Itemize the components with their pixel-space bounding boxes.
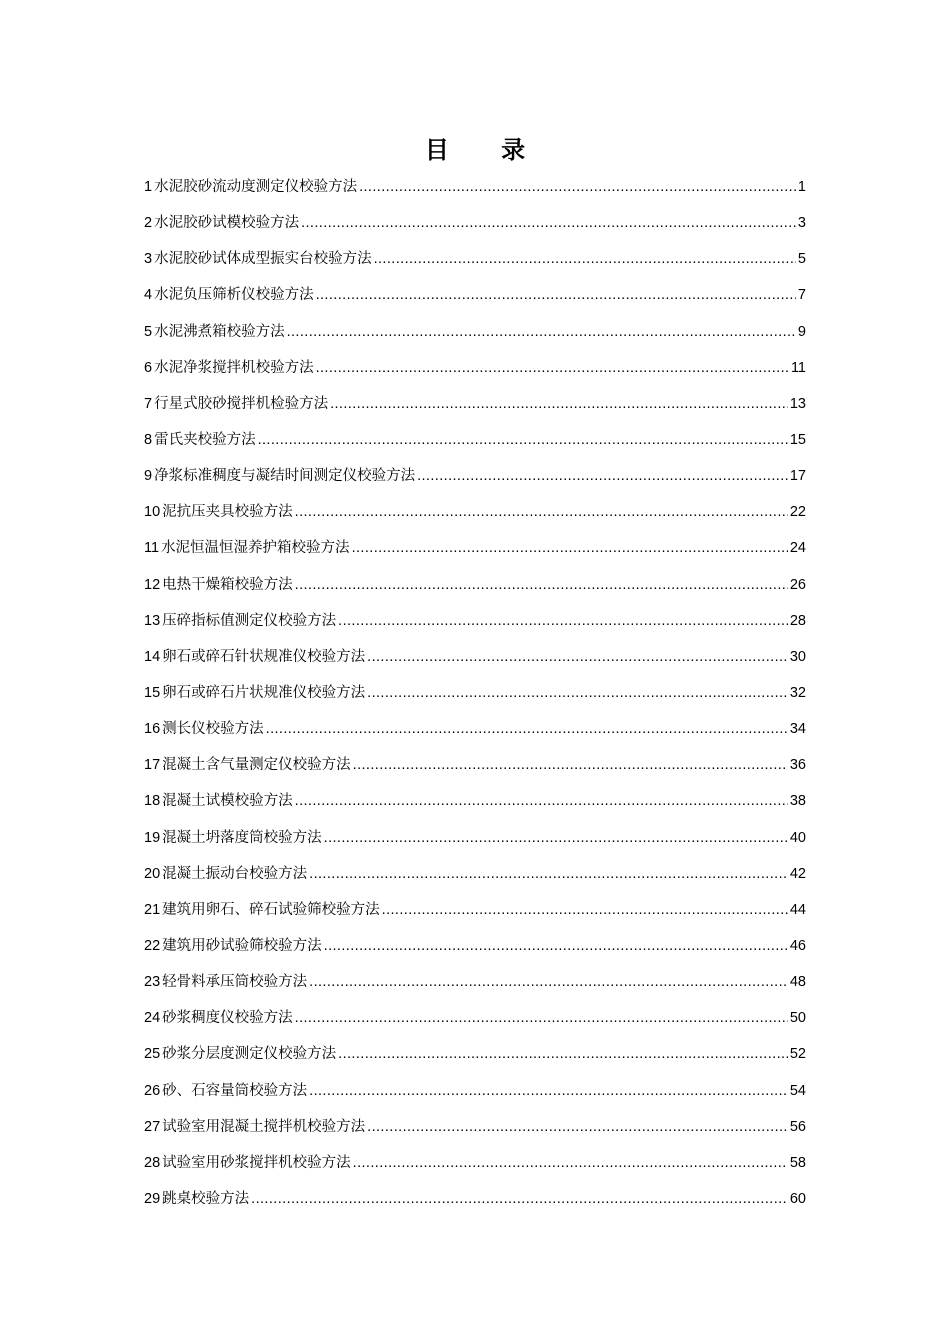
toc-dot-leader bbox=[353, 752, 788, 778]
toc-entry-title: 砂浆分层度测定仪校验方法 bbox=[162, 1046, 337, 1063]
toc-dot-leader bbox=[352, 535, 788, 561]
toc-entry-page-number: 30 bbox=[789, 648, 806, 665]
toc-entry-page-number: 52 bbox=[789, 1046, 806, 1063]
toc-entry-title: 水泥沸煮箱校验方法 bbox=[154, 323, 285, 340]
toc-entry-number: 18 bbox=[144, 793, 161, 810]
toc-entry-page-number: 5 bbox=[797, 251, 806, 268]
toc-dot-leader bbox=[367, 1114, 788, 1140]
toc-entry[interactable] bbox=[144, 969, 806, 1005]
toc-entry[interactable] bbox=[144, 174, 806, 210]
toc-entry[interactable] bbox=[144, 355, 806, 391]
toc-entry-number: 10 bbox=[144, 504, 161, 521]
toc-entry-number: 22 bbox=[144, 937, 161, 954]
toc-entry-number: 17 bbox=[144, 757, 161, 774]
toc-entry-title: 水泥胶砂试模校验方法 bbox=[154, 215, 300, 232]
toc-entry-number: 8 bbox=[144, 431, 153, 448]
toc-entry-title: 测长仪校验方法 bbox=[162, 721, 264, 738]
toc-dot-leader bbox=[251, 1186, 788, 1212]
toc-dot-leader bbox=[309, 861, 788, 887]
toc-entry-page-number: 44 bbox=[789, 901, 806, 918]
toc-dot-leader bbox=[309, 1078, 788, 1104]
toc-entry-number: 11 bbox=[144, 540, 160, 557]
toc-entry-page-number: 38 bbox=[789, 793, 806, 810]
toc-dot-leader bbox=[295, 1005, 788, 1031]
toc-entry-number: 15 bbox=[144, 684, 161, 701]
toc-entry[interactable] bbox=[144, 1041, 806, 1077]
toc-entry-page-number: 34 bbox=[789, 721, 806, 738]
toc-entry-title: 水泥恒温恒湿养护箱校验方法 bbox=[161, 540, 350, 557]
toc-dot-leader bbox=[301, 210, 796, 236]
toc-entry-title: 压碎指标值测定仪校验方法 bbox=[162, 612, 337, 629]
toc-entry-page-number: 48 bbox=[789, 974, 806, 991]
toc-entry[interactable] bbox=[144, 1114, 806, 1150]
toc-entry-number: 6 bbox=[144, 359, 153, 376]
toc-entry-number: 2 bbox=[144, 215, 153, 232]
toc-entry-title: 泥抗压夹具校验方法 bbox=[162, 504, 293, 521]
toc-entry[interactable] bbox=[144, 282, 806, 318]
toc-entry-title: 卵石或碎石片状规准仪校验方法 bbox=[162, 684, 366, 701]
toc-entry[interactable] bbox=[144, 1186, 806, 1222]
toc-entry[interactable] bbox=[144, 644, 806, 680]
toc-entry-page-number: 13 bbox=[789, 395, 806, 412]
toc-entry-title: 水泥负压筛析仪校验方法 bbox=[154, 287, 314, 304]
toc-entry-page-number: 40 bbox=[789, 829, 806, 846]
toc-dot-leader bbox=[309, 969, 788, 995]
toc-entry-page-number: 22 bbox=[789, 504, 806, 521]
toc-entry-title: 混凝土试模校验方法 bbox=[162, 793, 293, 810]
toc-entry-page-number: 17 bbox=[789, 468, 806, 485]
toc-entry-number: 24 bbox=[144, 1010, 161, 1027]
toc-entry[interactable] bbox=[144, 788, 806, 824]
toc-entry-page-number: 15 bbox=[789, 431, 806, 448]
toc-entry[interactable] bbox=[144, 1078, 806, 1114]
toc-entry-title: 行星式胶砂搅拌机检验方法 bbox=[154, 395, 329, 412]
toc-entry[interactable] bbox=[144, 933, 806, 969]
toc-entry-title: 雷氏夹校验方法 bbox=[154, 431, 256, 448]
toc-dot-leader bbox=[330, 391, 788, 417]
toc-entry[interactable] bbox=[144, 1150, 806, 1186]
toc-dot-leader bbox=[295, 788, 788, 814]
toc-entry-page-number: 9 bbox=[797, 323, 806, 340]
toc-list bbox=[144, 174, 806, 1222]
toc-entry-page-number: 24 bbox=[789, 540, 806, 557]
toc-entry-title: 试验室用混凝土搅拌机校验方法 bbox=[162, 1118, 366, 1135]
toc-entry[interactable] bbox=[144, 391, 806, 427]
toc-entry[interactable] bbox=[144, 572, 806, 608]
toc-entry-number: 4 bbox=[144, 287, 153, 304]
toc-entry[interactable] bbox=[144, 897, 806, 933]
toc-entry-number: 7 bbox=[144, 395, 153, 412]
toc-entry-page-number: 54 bbox=[789, 1082, 806, 1099]
toc-entry-number: 19 bbox=[144, 829, 161, 846]
toc-entry[interactable] bbox=[144, 319, 806, 355]
toc-entry[interactable] bbox=[144, 535, 806, 571]
toc-dot-leader bbox=[367, 680, 788, 706]
toc-dot-leader bbox=[316, 355, 789, 381]
toc-entry[interactable] bbox=[144, 680, 806, 716]
toc-entry[interactable] bbox=[144, 825, 806, 861]
toc-entry-page-number: 28 bbox=[789, 612, 806, 629]
toc-entry[interactable] bbox=[144, 463, 806, 499]
toc-entry-page-number: 46 bbox=[789, 937, 806, 954]
toc-entry-number: 1 bbox=[144, 179, 153, 195]
toc-entry-number: 12 bbox=[144, 576, 161, 593]
toc-dot-leader bbox=[367, 644, 788, 670]
toc-entry-number: 29 bbox=[144, 1190, 161, 1207]
toc-entry-number: 9 bbox=[144, 468, 153, 485]
toc-entry[interactable] bbox=[144, 246, 806, 282]
toc-entry-page-number: 26 bbox=[789, 576, 806, 593]
toc-entry-number: 28 bbox=[144, 1154, 161, 1171]
toc-entry[interactable] bbox=[144, 608, 806, 644]
toc-entry[interactable] bbox=[144, 499, 806, 535]
toc-entry-title: 试验室用砂浆搅拌机校验方法 bbox=[162, 1154, 351, 1171]
toc-dot-leader bbox=[295, 572, 788, 598]
toc-dot-leader bbox=[359, 174, 796, 200]
toc-entry-page-number: 36 bbox=[789, 757, 806, 774]
toc-entry-title: 混凝土含气量测定仪校验方法 bbox=[162, 757, 351, 774]
toc-entry-title: 建筑用卵石、碎石试验筛校验方法 bbox=[162, 901, 380, 918]
toc-entry-title: 水泥胶砂试体成型振实台校验方法 bbox=[154, 251, 372, 268]
toc-dot-leader bbox=[374, 246, 796, 272]
toc-entry-title: 轻骨料承压筒校验方法 bbox=[162, 974, 308, 991]
toc-dot-leader bbox=[417, 463, 788, 489]
toc-dot-leader bbox=[338, 1041, 788, 1067]
toc-entry-page-number: 50 bbox=[789, 1010, 806, 1027]
toc-entry-page-number: 42 bbox=[789, 865, 806, 882]
toc-entry-title: 电热干燥箱校验方法 bbox=[162, 576, 293, 593]
toc-entry[interactable] bbox=[144, 752, 806, 788]
toc-dot-leader bbox=[266, 716, 788, 742]
toc-entry-number: 20 bbox=[144, 865, 161, 882]
toc-entry-page-number: 11 bbox=[790, 359, 806, 376]
toc-entry[interactable] bbox=[144, 427, 806, 463]
toc-entry-title: 水泥胶砂流动度测定仪校验方法 bbox=[154, 179, 358, 195]
toc-entry-title: 卵石或碎石针状规准仪校验方法 bbox=[162, 648, 366, 665]
toc-entry-number: 14 bbox=[144, 648, 161, 665]
toc-entry[interactable] bbox=[144, 716, 806, 752]
toc-entry-number: 3 bbox=[144, 251, 153, 268]
toc-entry-number: 16 bbox=[144, 721, 161, 738]
toc-dot-leader bbox=[295, 499, 788, 525]
toc-entry-number: 25 bbox=[144, 1046, 161, 1063]
toc-entry-page-number: 7 bbox=[797, 287, 806, 304]
toc-entry-page-number: 3 bbox=[797, 215, 806, 232]
toc-entry-number: 5 bbox=[144, 323, 153, 340]
toc-entry-number: 27 bbox=[144, 1118, 161, 1135]
toc-entry-title: 混凝土坍落度筒校验方法 bbox=[162, 829, 322, 846]
toc-entry-title: 混凝土振动台校验方法 bbox=[162, 865, 308, 882]
toc-entry-page-number: 60 bbox=[789, 1190, 806, 1207]
toc-entry-page-number: 32 bbox=[789, 684, 806, 701]
toc-entry-number: 26 bbox=[144, 1082, 161, 1099]
toc-dot-leader bbox=[258, 427, 788, 453]
toc-entry-title: 砂、石容量筒校验方法 bbox=[162, 1082, 308, 1099]
toc-entry-page-number: 58 bbox=[789, 1154, 806, 1171]
toc-dot-leader bbox=[316, 282, 796, 308]
toc-entry-number: 13 bbox=[144, 612, 161, 629]
toc-entry-number: 21 bbox=[144, 901, 161, 918]
toc-entry-title: 净浆标准稠度与凝结时间测定仪校验方法 bbox=[154, 468, 416, 485]
toc-entry-title: 水泥净浆搅拌机校验方法 bbox=[154, 359, 314, 376]
toc-entry[interactable] bbox=[144, 210, 806, 246]
toc-entry-title: 砂浆稠度仪校验方法 bbox=[162, 1010, 293, 1027]
toc-dot-leader bbox=[353, 1150, 788, 1176]
toc-title: 目 录 bbox=[424, 135, 548, 164]
toc-entry[interactable] bbox=[144, 1005, 806, 1041]
toc-dot-leader bbox=[338, 608, 788, 634]
toc-dot-leader bbox=[382, 897, 788, 923]
toc-entry-title: 建筑用砂试验筛校验方法 bbox=[162, 937, 322, 954]
toc-entry-number: 23 bbox=[144, 974, 161, 991]
toc-entry-page-number: 1 bbox=[797, 179, 806, 195]
toc-dot-leader bbox=[287, 319, 796, 345]
toc-dot-leader bbox=[324, 825, 788, 851]
toc-entry-page-number: 56 bbox=[789, 1118, 806, 1135]
toc-dot-leader bbox=[324, 933, 788, 959]
toc-entry[interactable] bbox=[144, 861, 806, 897]
toc-entry-title: 跳桌校验方法 bbox=[162, 1190, 250, 1207]
